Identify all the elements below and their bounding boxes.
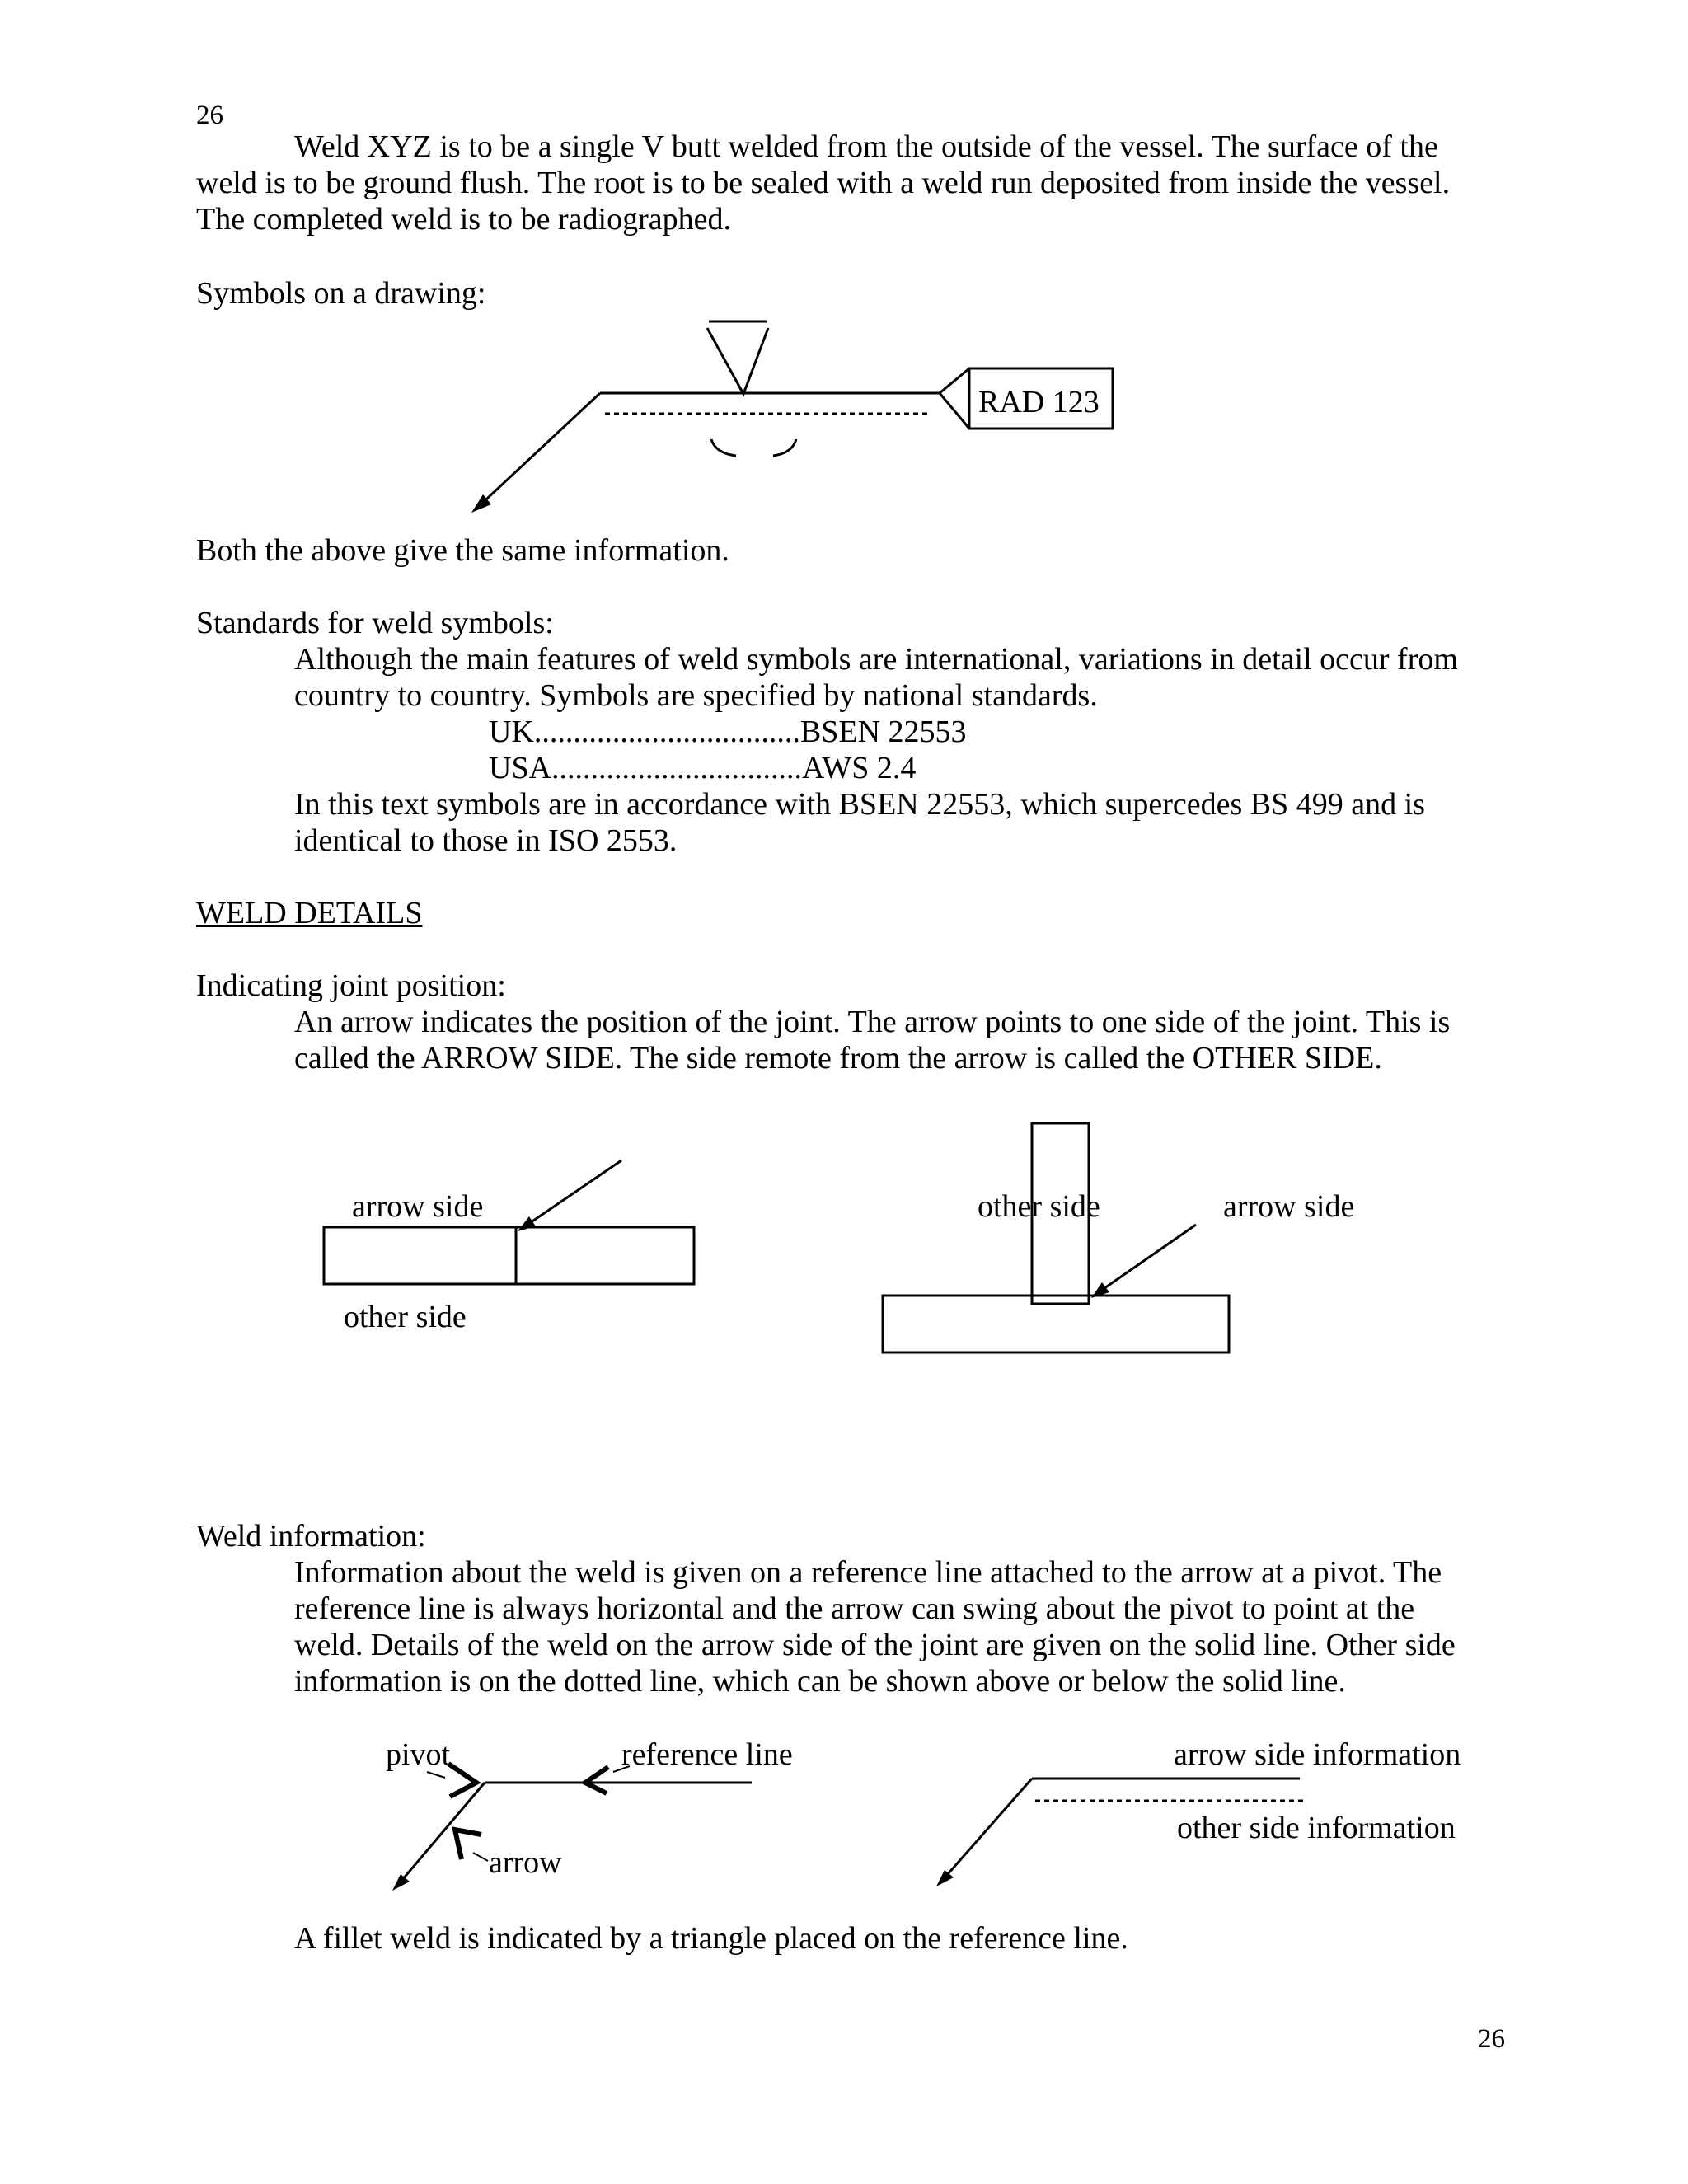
- standards-note-2: identical to those in ISO 2553.: [294, 823, 678, 858]
- butt-other-side-label: other side: [344, 1300, 467, 1334]
- info-reference-diagram: [936, 1737, 1461, 1886]
- page-number-bottom: 26: [1478, 2024, 1505, 2054]
- weld-info-heading: Weld information:: [196, 1519, 426, 1554]
- weld-info-line-3: weld. Details of the weld on the arrow side of the joint are given on the solid line. Other side: [294, 1628, 1456, 1662]
- joint-heading: Indicating joint position:: [196, 968, 506, 1003]
- arrow-leader: [473, 1853, 488, 1861]
- standards-uk: UK..................................BSEN 22553: [489, 715, 967, 749]
- standards-line-1: Although the main features of weld symbols are international, variations in detail occur from: [294, 642, 1458, 677]
- tee-other-side-label: other side: [978, 1189, 1100, 1224]
- reference-line-marker: [585, 1767, 608, 1793]
- intro-line-1: Weld XYZ is to be a single V butt welded from the outside of the vessel. The surface of the: [294, 129, 1438, 164]
- weld-details-heading: WELD DETAILS: [196, 896, 423, 930]
- info-arrow-head: [936, 1870, 954, 1886]
- butt-arrow-side-label: arrow side: [352, 1189, 484, 1224]
- reference-line-label: reference line: [621, 1737, 793, 1772]
- arrow-side-info-label: arrow side information: [1174, 1737, 1461, 1772]
- pivot-label: pivot: [386, 1737, 451, 1772]
- pivot-leader: [427, 1772, 445, 1778]
- standards-line-2: country to country. Symbols are specified by national standards.: [294, 678, 1098, 713]
- same-info-text: Both the above give the same information.: [196, 533, 729, 568]
- standards-heading: Standards for weld symbols:: [196, 606, 554, 640]
- arrow-label: arrow: [489, 1845, 562, 1880]
- labelled-reference-diagram: [386, 1737, 793, 1891]
- standards-note-1: In this text symbols are in accordance with BSEN 22553, which supercedes BS 499 and is: [294, 787, 1425, 822]
- other-side-info-label: other side information: [1177, 1811, 1456, 1845]
- pivot-marker: [448, 1764, 476, 1797]
- joint-line-2: called the ARROW SIDE. The side remote from the arrow is called the OTHER SIDE.: [294, 1041, 1382, 1076]
- page-number-top: 26: [196, 101, 223, 130]
- joint-line-1: An arrow indicates the position of the joint. The arrow points to one side of the joint. This is: [294, 1005, 1451, 1039]
- weld-info-line-1: Information about the weld is given on a reference line attached to the arrow at a pivot. The: [294, 1555, 1442, 1590]
- tail-text: RAD 123: [978, 385, 1100, 419]
- arrow-head: [392, 1874, 410, 1891]
- weld-info-line-2: reference line is always horizontal and the arrow can swing about the pivot to point at the: [294, 1591, 1415, 1626]
- intro-line-3: The completed weld is to be radiographed.: [196, 202, 731, 237]
- intro-line-2: weld is to be ground flush. The root is to be sealed with a weld run deposited from inside the vessel.: [196, 166, 1451, 200]
- standards-usa: USA................................AWS 2.4: [489, 751, 917, 785]
- info-arrow-line: [941, 1779, 1032, 1882]
- fillet-note: A fillet weld is indicated by a triangle placed on the reference line.: [294, 1921, 1128, 1956]
- weld-info-line-4: information is on the dotted line, which can be shown above or below the solid line.: [294, 1664, 1346, 1699]
- tee-arrow-side-label: arrow side: [1223, 1189, 1355, 1224]
- symbols-heading: Symbols on a drawing:: [196, 276, 486, 311]
